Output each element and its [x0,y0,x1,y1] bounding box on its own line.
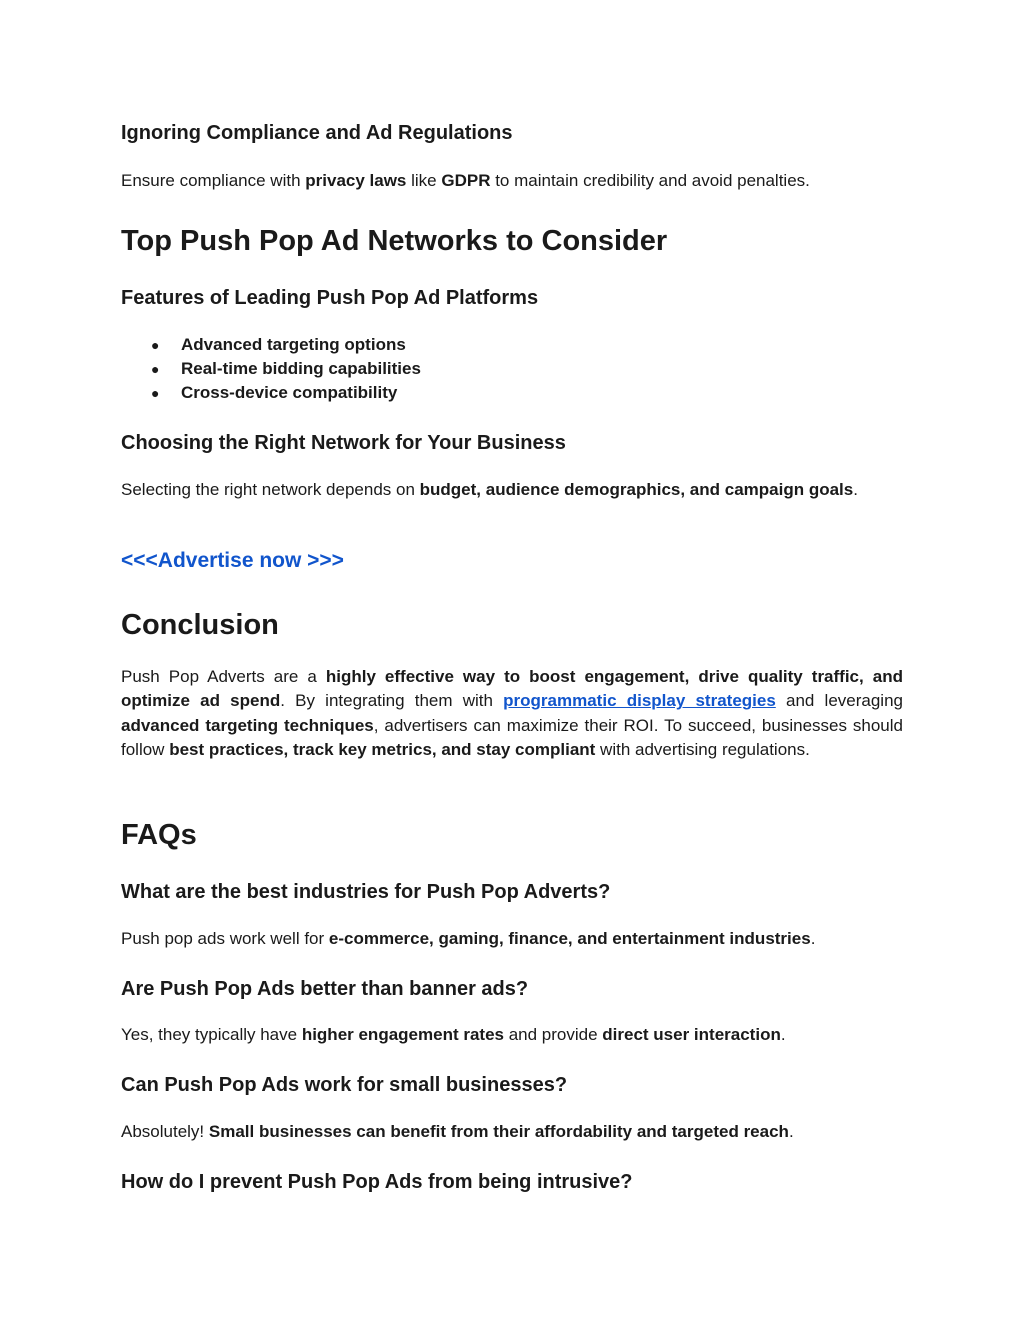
bullet-icon: ● [151,385,160,402]
faq-answer: Absolutely! Small businesses can benefit from their affordability and targeted reach. [121,1122,794,1141]
choosing-paragraph: Selecting the right network depends on budget, audience demographics, and campaign goals. [121,480,858,499]
faq-question: What are the best industries for Push Pop Adverts? [121,881,611,903]
advertise-now-link[interactable]: <<<Advertise now >>> [121,549,344,572]
networks-heading: Top Push Pop Ad Networks to Consider [121,225,668,257]
bullet-icon: ● [151,337,160,353]
bullet-icon: ● [151,361,160,378]
programmatic-display-link[interactable]: programmatic display strategies [503,691,776,711]
faq-answer: Push pop ads work well for e-commerce, gaming, finance, and entertainment industries. [121,929,816,948]
faq-answer: Yes, they typically have higher engagement rates and provide direct user interaction. [121,1025,786,1044]
list-item: ● Cross-device compatibility [121,381,421,405]
features-list [121,333,421,406]
features-heading: Features of Leading Push Pop Ad Platforms [121,287,539,309]
choosing-heading: Choosing the Right Network for Your Business [121,432,566,454]
conclusion-heading: Conclusion [121,609,279,641]
faq-question: Can Push Pop Ads work for small businesses? [121,1074,568,1096]
compliance-paragraph: Ensure compliance with privacy laws like GDPR to maintain credibility and avoid penalties. [121,171,810,190]
compliance-heading: Ignoring Compliance and Ad Regulations [121,122,513,144]
list-item: ● Advanced targeting options [121,333,421,357]
conclusion-paragraph: Push Pop Adverts are a highly effective way to boost engagement, drive quality traffic, and optimize ad spend. By integrating them with programmatic display strategies and leveraging advanced targeting techniques, advertisers can maximize their ROI. To succeed, businesses should follow best practices, track key metrics, and stay compliant with advertising regulations. [121,667,903,760]
faq-question: How do I prevent Push Pop Ads from being intrusive? [121,1171,633,1193]
faq-question: Are Push Pop Ads better than banner ads? [121,978,529,1000]
list-item: ● Real-time bidding capabilities [121,357,421,381]
faqs-heading: FAQs [121,819,197,851]
